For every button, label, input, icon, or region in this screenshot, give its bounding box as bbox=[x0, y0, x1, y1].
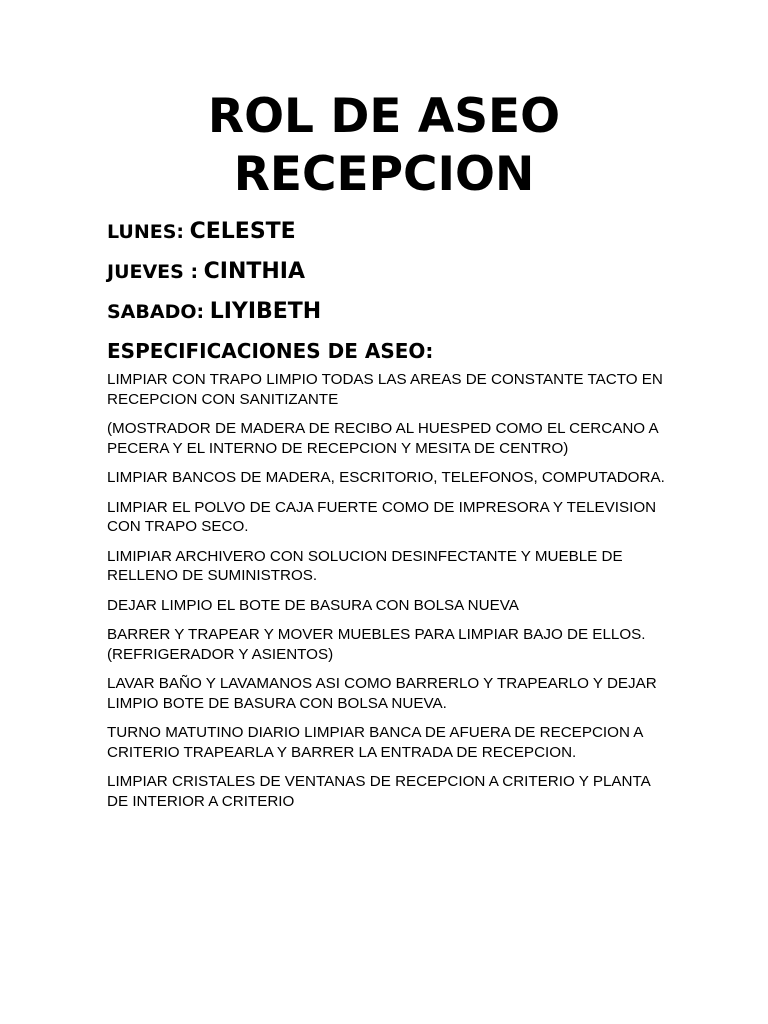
schedule-day: SABADO: bbox=[107, 301, 205, 323]
schedule-row bbox=[107, 258, 667, 298]
schedule-list bbox=[107, 218, 667, 338]
specification-item: TURNO MATUTINO DIARIO LIMPIAR BANCA DE AFUERA DE RECEPCION A CRITERIO TRAPEARLA Y BARRER LA ENTRADA DE RECEPCION. bbox=[107, 724, 643, 761]
specification-item: (MOSTRADOR DE MADERA DE RECIBO AL HUESPED COMO EL CERCANO A PECERA Y EL INTERNO DE RECEPCION Y MESITA DE CENTRO) bbox=[107, 420, 658, 457]
schedule-row bbox=[107, 218, 667, 258]
schedule-day: JUEVES : bbox=[107, 261, 199, 283]
schedule-name: CINTHIA bbox=[203, 259, 306, 284]
title-line-1: ROL DE ASEO bbox=[207, 89, 561, 144]
title-line-2: RECEPCION bbox=[233, 147, 535, 202]
specification-item: LIMPIAR BANCOS DE MADERA, ESCRITORIO, TELEFONOS, COMPUTADORA. bbox=[107, 469, 665, 486]
specification-item: BARRER Y TRAPEAR Y MOVER MUEBLES PARA LIMPIAR BAJO DE ELLOS. (REFRIGERADOR Y ASIENTOS) bbox=[107, 626, 646, 663]
specifications-heading: ESPECIFICACIONES DE ASEO: bbox=[107, 339, 434, 363]
document-page bbox=[107, 88, 667, 821]
specifications-list bbox=[107, 370, 667, 811]
schedule-day: LUNES: bbox=[107, 221, 185, 243]
specification-item: DEJAR LIMPIO EL BOTE DE BASURA CON BOLSA NUEVA bbox=[107, 596, 519, 614]
schedule-name: CELESTE bbox=[189, 219, 296, 244]
specification-item: LIMPIAR CON TRAPO LIMPIO TODAS LAS AREAS DE CONSTANTE TACTO EN RECEPCION CON SANITIZANTE bbox=[107, 371, 663, 408]
document-title bbox=[107, 88, 661, 204]
specification-item: LIMPIAR CRISTALES DE VENTANAS DE RECEPCION A CRITERIO Y PLANTA DE INTERIOR A CRITERIO bbox=[107, 773, 650, 810]
schedule-name: LIYIBETH bbox=[209, 299, 322, 324]
specification-item: LIMPIAR EL POLVO DE CAJA FUERTE COMO DE IMPRESORA Y TELEVISION CON TRAPO SECO. bbox=[107, 498, 657, 535]
specification-item: LAVAR BAÑO Y LAVAMANOS ASI COMO BARRERLO Y TRAPEARLO Y DEJAR LIMPIO BOTE DE BASURA CON BOLSA NUEVA. bbox=[107, 675, 657, 712]
specification-item: LIMIPIAR ARCHIVERO CON SOLUCION DESINFECTANTE Y MUEBLE DE RELLENO DE SUMINISTROS. bbox=[107, 547, 623, 584]
schedule-row bbox=[107, 298, 667, 338]
